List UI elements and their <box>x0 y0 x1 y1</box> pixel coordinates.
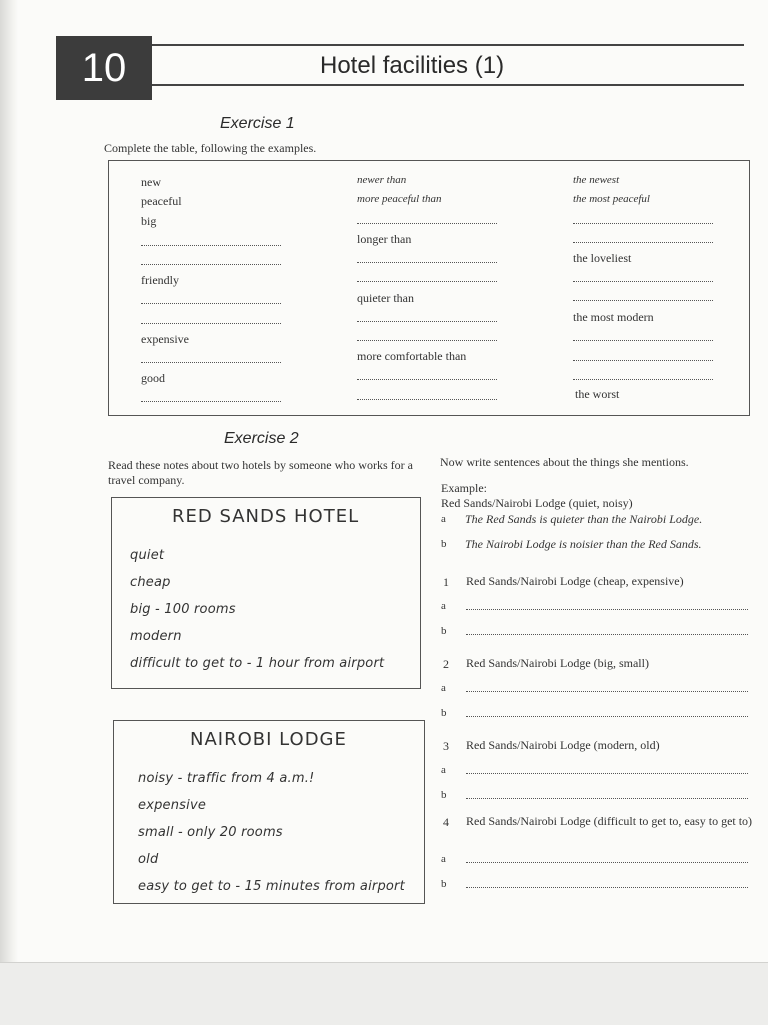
answer-letter-b: b <box>441 878 447 890</box>
table-blank[interactable] <box>357 378 497 380</box>
table-blank[interactable] <box>573 280 713 282</box>
table-blank[interactable] <box>357 222 497 224</box>
answer-letter-a: a <box>441 682 446 694</box>
table-blank[interactable] <box>357 339 497 341</box>
note-line: expensive <box>138 798 207 813</box>
table-blank[interactable] <box>141 400 281 402</box>
note-line: old <box>138 852 159 867</box>
table-blank[interactable] <box>357 280 497 282</box>
table-cell-comparative: quieter than <box>357 291 414 305</box>
table-blank[interactable] <box>357 398 497 400</box>
answer-line[interactable] <box>466 886 748 888</box>
table-cell-comparative: newer than <box>357 174 407 186</box>
note-line: difficult to get to - 1 hour from airport <box>130 656 385 671</box>
red-sands-title: RED SANDS HOTEL <box>172 506 360 527</box>
table-cell-base: friendly <box>141 273 179 287</box>
table-cell-base: good <box>141 371 165 385</box>
table-cell-base: expensive <box>141 332 189 346</box>
table-cell-superlative: the loveliest <box>573 251 632 265</box>
answer-letter-b: b <box>441 625 447 637</box>
question-prompt: Red Sands/Nairobi Lodge (difficult to get to, easy to get to) <box>466 814 753 828</box>
table-blank[interactable] <box>573 222 713 224</box>
question-prompt: Red Sands/Nairobi Lodge (modern, old) <box>466 738 660 752</box>
scan-background-below-page <box>0 962 768 1025</box>
example-prompt: Red Sands/Nairobi Lodge (quiet, noisy) <box>441 496 633 510</box>
table-cell-comparative: more comfortable than <box>357 349 467 363</box>
answer-letter-a: a <box>441 764 446 776</box>
table-blank[interactable] <box>357 261 497 263</box>
note-line: cheap <box>130 575 171 590</box>
table-blank[interactable] <box>141 322 281 324</box>
table-cell-superlative: the most modern <box>573 310 654 324</box>
table-blank[interactable] <box>573 339 713 341</box>
table-cell-comparative: more peaceful than <box>357 193 442 205</box>
example-answer-a: The Red Sands is quieter than the Nairobi Lodge. <box>465 512 703 526</box>
table-blank[interactable] <box>141 244 281 246</box>
answer-line[interactable] <box>466 861 748 863</box>
table-cell-superlative: the most peaceful <box>573 193 650 205</box>
note-line: easy to get to - 15 minutes from airport <box>138 879 405 894</box>
exercise2-right-instruction: Now write sentences about the things she mentions. <box>440 455 689 469</box>
table-blank[interactable] <box>573 378 713 380</box>
header-rule-bottom <box>152 84 744 86</box>
question-number: 4 <box>443 815 449 829</box>
question-prompt: Red Sands/Nairobi Lodge (cheap, expensive) <box>466 574 684 588</box>
exercise1-instruction: Complete the table, following the examples. <box>104 141 317 155</box>
nairobi-lodge-title: NAIROBI LODGE <box>190 729 347 750</box>
answer-letter-b: b <box>441 789 447 801</box>
table-blank[interactable] <box>357 320 497 322</box>
example-answer-b: The Nairobi Lodge is noisier than the Red Sands. <box>465 537 702 551</box>
example-letter-b: b <box>441 538 447 550</box>
table-cell-comparative: longer than <box>357 232 412 246</box>
exercise2-heading: Exercise 2 <box>224 430 299 447</box>
unit-number-badge: 10 <box>56 36 152 100</box>
note-line: quiet <box>130 548 165 563</box>
note-line: noisy - traffic from 4 a.m.! <box>138 771 315 786</box>
question-prompt: Red Sands/Nairobi Lodge (big, small) <box>466 656 649 670</box>
question-number: 2 <box>443 657 449 671</box>
table-cell-base: new <box>141 175 161 189</box>
answer-line[interactable] <box>466 608 748 610</box>
page-binding-shadow <box>0 0 18 962</box>
nairobi-lodge-notes-card <box>113 720 425 904</box>
answer-line[interactable] <box>466 772 748 774</box>
table-blank[interactable] <box>573 299 713 301</box>
example-label: Example: <box>441 481 487 495</box>
table-cell-base: peaceful <box>141 194 182 208</box>
example-letter-a: a <box>441 513 446 525</box>
answer-letter-a: a <box>441 853 446 865</box>
table-cell-superlative: the newest <box>573 174 620 186</box>
table-blank[interactable] <box>141 302 281 304</box>
note-line: big - 100 rooms <box>130 602 236 617</box>
exercise2-instruction: Read these notes about two hotels by someone who works for a travel company. <box>108 458 413 487</box>
question-number: 1 <box>443 575 449 589</box>
table-blank[interactable] <box>141 263 281 265</box>
answer-letter-a: a <box>441 600 446 612</box>
question-number: 3 <box>443 739 449 753</box>
answer-line[interactable] <box>466 715 748 717</box>
table-cell-superlative: the worst <box>575 387 620 401</box>
page-title: Hotel facilities (1) <box>320 52 505 79</box>
note-line: modern <box>130 629 182 644</box>
table-blank[interactable] <box>573 359 713 361</box>
table-blank[interactable] <box>141 361 281 363</box>
table-blank[interactable] <box>573 241 713 243</box>
comparatives-table <box>108 160 750 416</box>
exercise1-heading: Exercise 1 <box>220 115 295 132</box>
answer-line[interactable] <box>466 797 748 799</box>
note-line: small - only 20 rooms <box>138 825 283 840</box>
answer-line[interactable] <box>466 633 748 635</box>
header-rule-top <box>152 44 744 46</box>
answer-line[interactable] <box>466 690 748 692</box>
red-sands-notes-card <box>111 497 421 689</box>
table-cell-base: big <box>141 214 157 228</box>
answer-letter-b: b <box>441 707 447 719</box>
